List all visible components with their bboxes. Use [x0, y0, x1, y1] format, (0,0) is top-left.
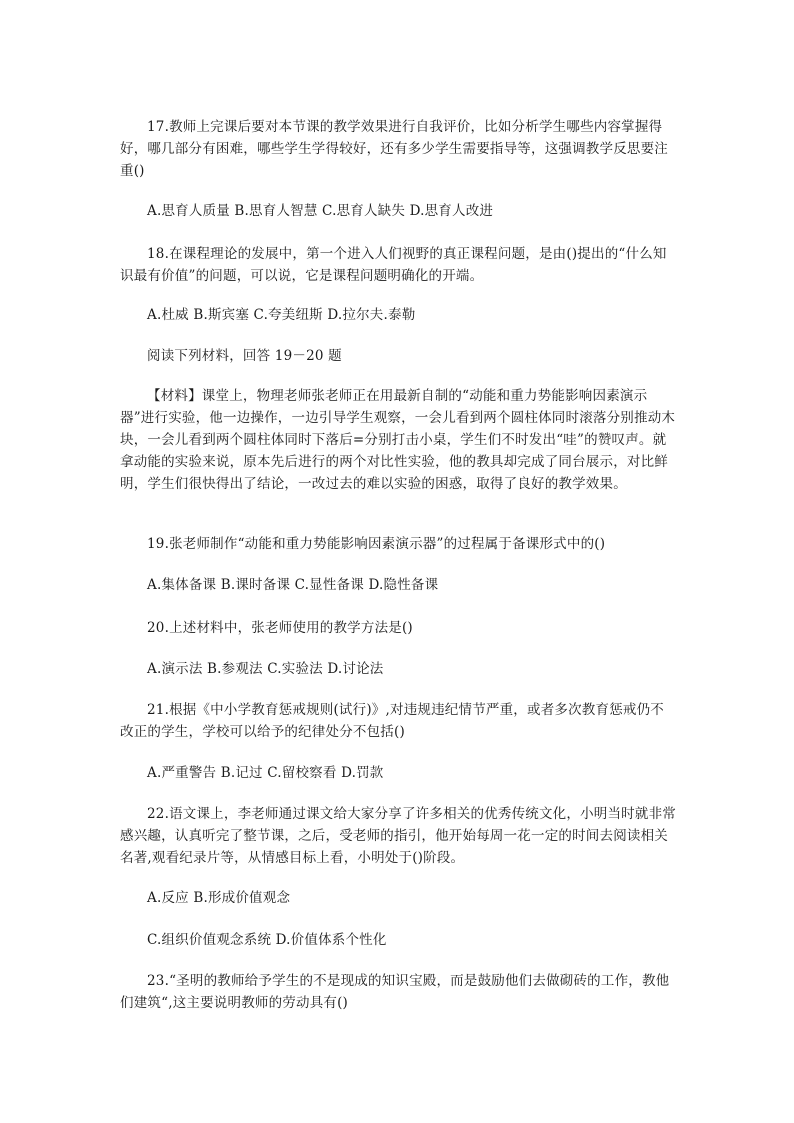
question-20-options: A.演示法 B.参观法 C.实验法 D.讨论法 — [147, 661, 384, 677]
question-17-stem: 17.教师上完课后要对本节课的教学效果进行自我评价，比如分析学生哪些内容掌握得好，哪几部分有困难，哪些学生学得较好，还有多少学生需要指导等，这强调教学反思要注重() — [120, 119, 668, 179]
question-22-options-line1: A.反应 B.形成价值观念 — [147, 890, 291, 906]
question-23-stem: 23.“圣明的教师给予学生的不是现成的知识宝殿，而是鼓励他们去做砌砖的工作，教他们建筑“,这主要说明教师的劳动具有() — [120, 973, 670, 1011]
question-22-stem: 22.语文课上，李老师通过课文给大家分享了许多相关的优秀传统文化，小明当时就非常感兴趣，认真听完了整节课，之后，受老师的指引，他开始每周一花一定的时间去阅读相关名著,观看纪录片等，从情感目标上看，小明处于()阶段。 — [120, 806, 676, 866]
question-21-stem: 21.根据《中小学教育惩戒规则(试行)》,对违规违纪情节严重，或者多次教育惩戒仍不改正的学生，学校可以给予的纪律处分不包括() — [120, 702, 664, 740]
material-passage: 【材料】课堂上，物理老师张老师正在用最新自制的“动能和重力势能影响因素演示器”进行实验，他一边操作，一边引导学生观察，一会儿看到两个圆柱体同时滚落分别推动木块，一会儿看到两个圆柱体同时下落后=分别打击小桌，学生们不时发出“哇”的赞叹声。就拿动能的实验来说，原本先后进行的两个对比性实验，他的教具却完成了同台展示，对比鲜明，学生们很快得出了结论，一改过去的难以实验的困惑，取得了良好的教学效果。 — [120, 388, 676, 492]
question-20-stem: 20.上述材料中，张老师使用的教学方法是() — [147, 620, 413, 636]
question-18-options: A.杜威 B.斯宾塞 C.夸美纽斯 D.拉尔夫.泰勒 — [147, 307, 416, 323]
question-17-options: A.思育人质量 B.思育人智慧 C.思育人缺失 D.思育人改进 — [147, 203, 494, 219]
question-18-stem: 18.在课程理论的发展中，第一个进入人们视野的真正课程问题，是由()提出的“什么知识最有价值”的问题，可以说，它是课程问题明确化的开端。 — [120, 246, 667, 284]
question-21-options: A.严重警告 B.记过 C.留校察看 D.罚款 — [147, 765, 384, 781]
question-19-options: A.集体备课 B.课时备课 C.显性备课 D.隐性备课 — [147, 577, 439, 593]
reading-intro: 阅读下列材料，回答 19－20 题 — [147, 348, 342, 364]
question-19-stem: 19.张老师制作“动能和重力势能影响因素演示器”的过程属于备课形式中的() — [147, 536, 606, 552]
question-22-options-line2: C.组织价值观念系统 D.价值体系个性化 — [147, 932, 387, 948]
